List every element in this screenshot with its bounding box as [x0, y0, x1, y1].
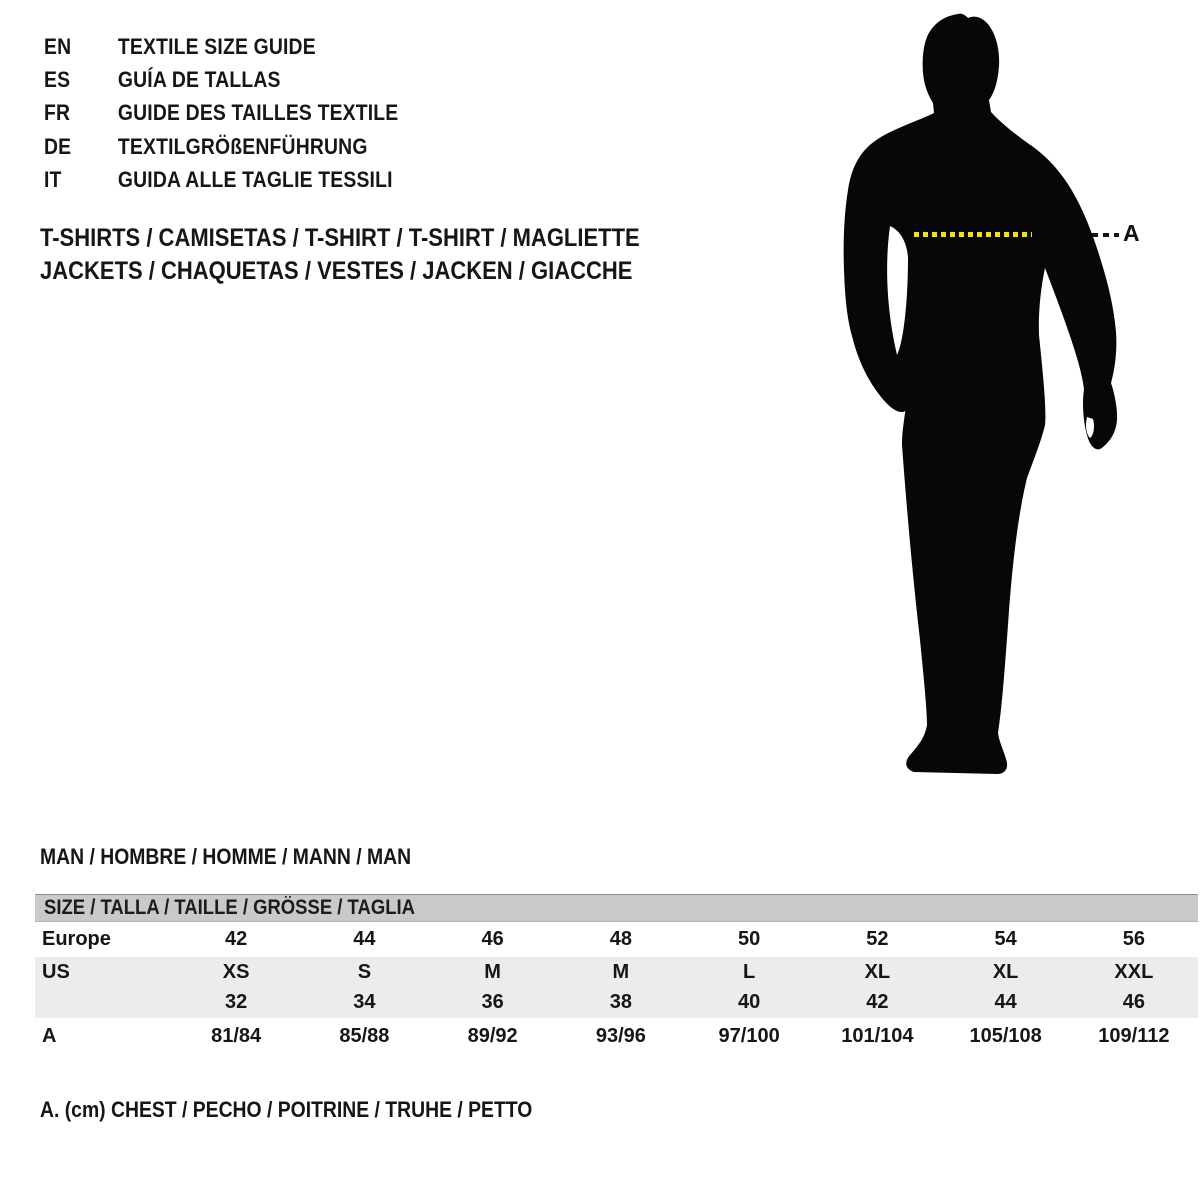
language-row-es	[44, 63, 398, 96]
size-cell: 85/88	[339, 1025, 390, 1047]
language-code: EN	[44, 33, 72, 59]
size-cell: 97/100	[718, 1025, 780, 1047]
size-cell: M	[612, 960, 630, 983]
chest-measure-dotted-line	[914, 232, 1032, 237]
row-label: US	[42, 960, 70, 983]
size-cell: 46	[481, 928, 504, 950]
size-cell: S	[357, 960, 372, 983]
size-cell: 34	[353, 991, 376, 1013]
language-list	[44, 30, 447, 197]
size-cell: M	[484, 960, 501, 983]
language-code: ES	[44, 67, 71, 93]
category-line-jackets: JACKETS / CHAQUETAS / VESTES / JACKEN / GIACCHE	[40, 257, 633, 285]
language-title: TEXTILGRÖßENFÜHRUNG	[117, 133, 368, 159]
size-cell: 52	[866, 928, 889, 950]
size-cell: XXL	[1114, 960, 1154, 983]
language-title: GUIDA ALLE TAGLIE TESSILI	[117, 167, 393, 193]
size-table-header-bar: SIZE / TALLA / TAILLE / GRÖSSE / TAGLIA	[35, 894, 1198, 922]
size-cell: 44	[994, 991, 1017, 1013]
size-cell: 36	[481, 991, 504, 1013]
language-row-fr	[44, 97, 398, 130]
size-cell: 105/108	[969, 1025, 1042, 1047]
category-line-tshirts: T-SHIRTS / CAMISETAS / T-SHIRT / T-SHIRT / MAGLIETTE	[40, 224, 640, 252]
language-code: IT	[44, 167, 62, 193]
table-row-europe	[35, 922, 1198, 957]
size-table	[35, 894, 1198, 1055]
size-cell: 40	[738, 991, 761, 1013]
size-cell: 93/96	[595, 1025, 646, 1047]
size-cell: 38	[609, 991, 632, 1013]
language-title: GUIDE DES TAILLES TEXTILE	[117, 100, 399, 126]
section-title-man: MAN / HOMBRE / HOMME / MANN / MAN	[40, 844, 412, 869]
language-code: FR	[44, 100, 71, 126]
measurement-legend: A. (cm) CHEST / PECHO / POITRINE / TRUHE / PETTO	[40, 1097, 533, 1122]
size-cell: 46	[1122, 991, 1145, 1013]
size-cell: 56	[1122, 928, 1145, 950]
size-cell: XL	[864, 960, 891, 983]
row-label: A	[42, 1025, 57, 1047]
category-list	[40, 222, 721, 288]
language-code: DE	[44, 133, 72, 159]
size-cell: 81/84	[211, 1025, 262, 1047]
size-cell: 44	[353, 928, 376, 950]
size-cell: 42	[225, 928, 248, 950]
man-silhouette-svg	[840, 10, 1125, 775]
language-title: GUÍA DE TALLAS	[117, 67, 281, 93]
row-label: Europe	[42, 928, 111, 950]
size-cell: 89/92	[467, 1025, 518, 1047]
size-cell: 42	[866, 991, 889, 1013]
size-cell: 54	[994, 928, 1017, 950]
size-cell: 50	[738, 928, 761, 950]
size-cell: 32	[225, 991, 248, 1013]
table-row-us	[35, 957, 1198, 987]
size-cell: L	[743, 960, 756, 983]
language-row-de	[44, 130, 398, 163]
size-cell: XL	[992, 960, 1019, 983]
table-row-numeric	[35, 987, 1198, 1018]
language-title: TEXTILE SIZE GUIDE	[117, 33, 316, 59]
size-cell: 48	[609, 928, 632, 950]
man-silhouette-body	[844, 14, 1117, 774]
size-cell: 101/104	[841, 1025, 914, 1047]
man-silhouette-figure	[840, 10, 1125, 775]
measure-label-a: A	[1123, 220, 1140, 246]
language-row-it	[44, 164, 398, 197]
language-row-en	[44, 30, 398, 63]
size-cell: XS	[222, 960, 250, 983]
size-cell: 109/112	[1098, 1025, 1170, 1047]
table-row-chest-a	[35, 1018, 1198, 1055]
measure-callout-dashes	[1092, 233, 1119, 237]
